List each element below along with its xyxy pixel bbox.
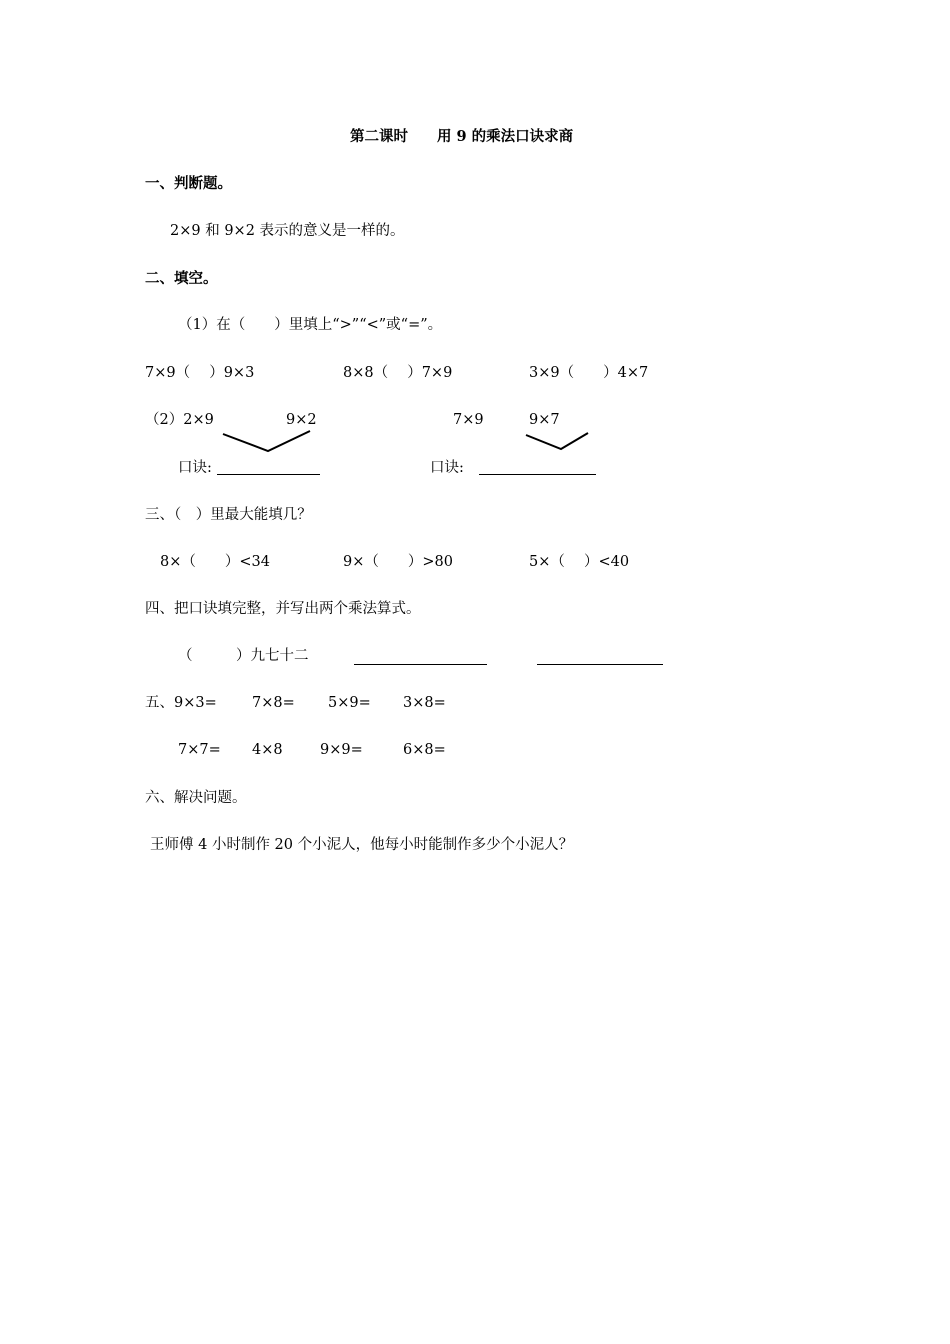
equation-blank-1[interactable]	[354, 664, 487, 665]
section-1-heading: 一、判断题。	[145, 175, 232, 192]
calc-item: 五、9×3=	[145, 695, 217, 711]
section-3-heading: 三、（ ）里最大能填几？	[145, 507, 312, 523]
equation-blank-2[interactable]	[537, 664, 663, 665]
compare-item: 3×9（ ）4×7	[529, 365, 649, 381]
connector-right	[524, 432, 590, 452]
section-6-heading: 六、解决问题。	[145, 790, 247, 806]
pair-right-a: 7×9	[453, 412, 484, 428]
koujue-complete-item: （ ）九七十二	[178, 648, 309, 664]
calc-item: 7×7=	[178, 742, 221, 758]
compare-item: 8×8（ ）7×9	[343, 365, 453, 381]
koujue-label-1: 口诀:	[178, 460, 212, 476]
max-fill-item: 5×（ ）<40	[529, 554, 630, 570]
fill-instruction: （1）在（ ）里填上“>”“<”或“=”。	[178, 317, 443, 333]
pair-right-b: 9×7	[529, 412, 560, 428]
page-title: 第二课时 用 9 的乘法口诀求商	[350, 128, 574, 145]
word-problem: 王师傅 4 小时制作 20 个小泥人，他每小时能制作多少个小泥人？	[150, 837, 574, 853]
max-fill-item: 9×（ ）>80	[343, 554, 453, 570]
max-fill-item: 8×（ ）<34	[160, 554, 270, 570]
calc-item: 9×9=	[320, 742, 363, 758]
section-2-heading: 二、填空。	[145, 270, 218, 287]
connector-left	[220, 430, 315, 454]
koujue-blank-2[interactable]	[479, 474, 596, 475]
pair-left-a: （2）2×9	[145, 412, 214, 428]
koujue-label-2: 口诀:	[430, 460, 464, 476]
section-1-item: 2×9 和 9×2 表示的意义是一样的。	[170, 223, 405, 239]
koujue-blank-1[interactable]	[217, 474, 320, 475]
pair-left-b: 9×2	[286, 412, 317, 428]
calc-item: 5×9=	[328, 695, 371, 711]
compare-item: 7×9（ ）9×3	[145, 365, 255, 381]
calc-item: 7×8=	[252, 695, 295, 711]
section-4-heading: 四、把口诀填完整，并写出两个乘法算式。	[145, 601, 421, 617]
calc-item: 4×8	[252, 742, 283, 758]
calc-item: 6×8=	[403, 742, 446, 758]
calc-item: 3×8=	[403, 695, 446, 711]
